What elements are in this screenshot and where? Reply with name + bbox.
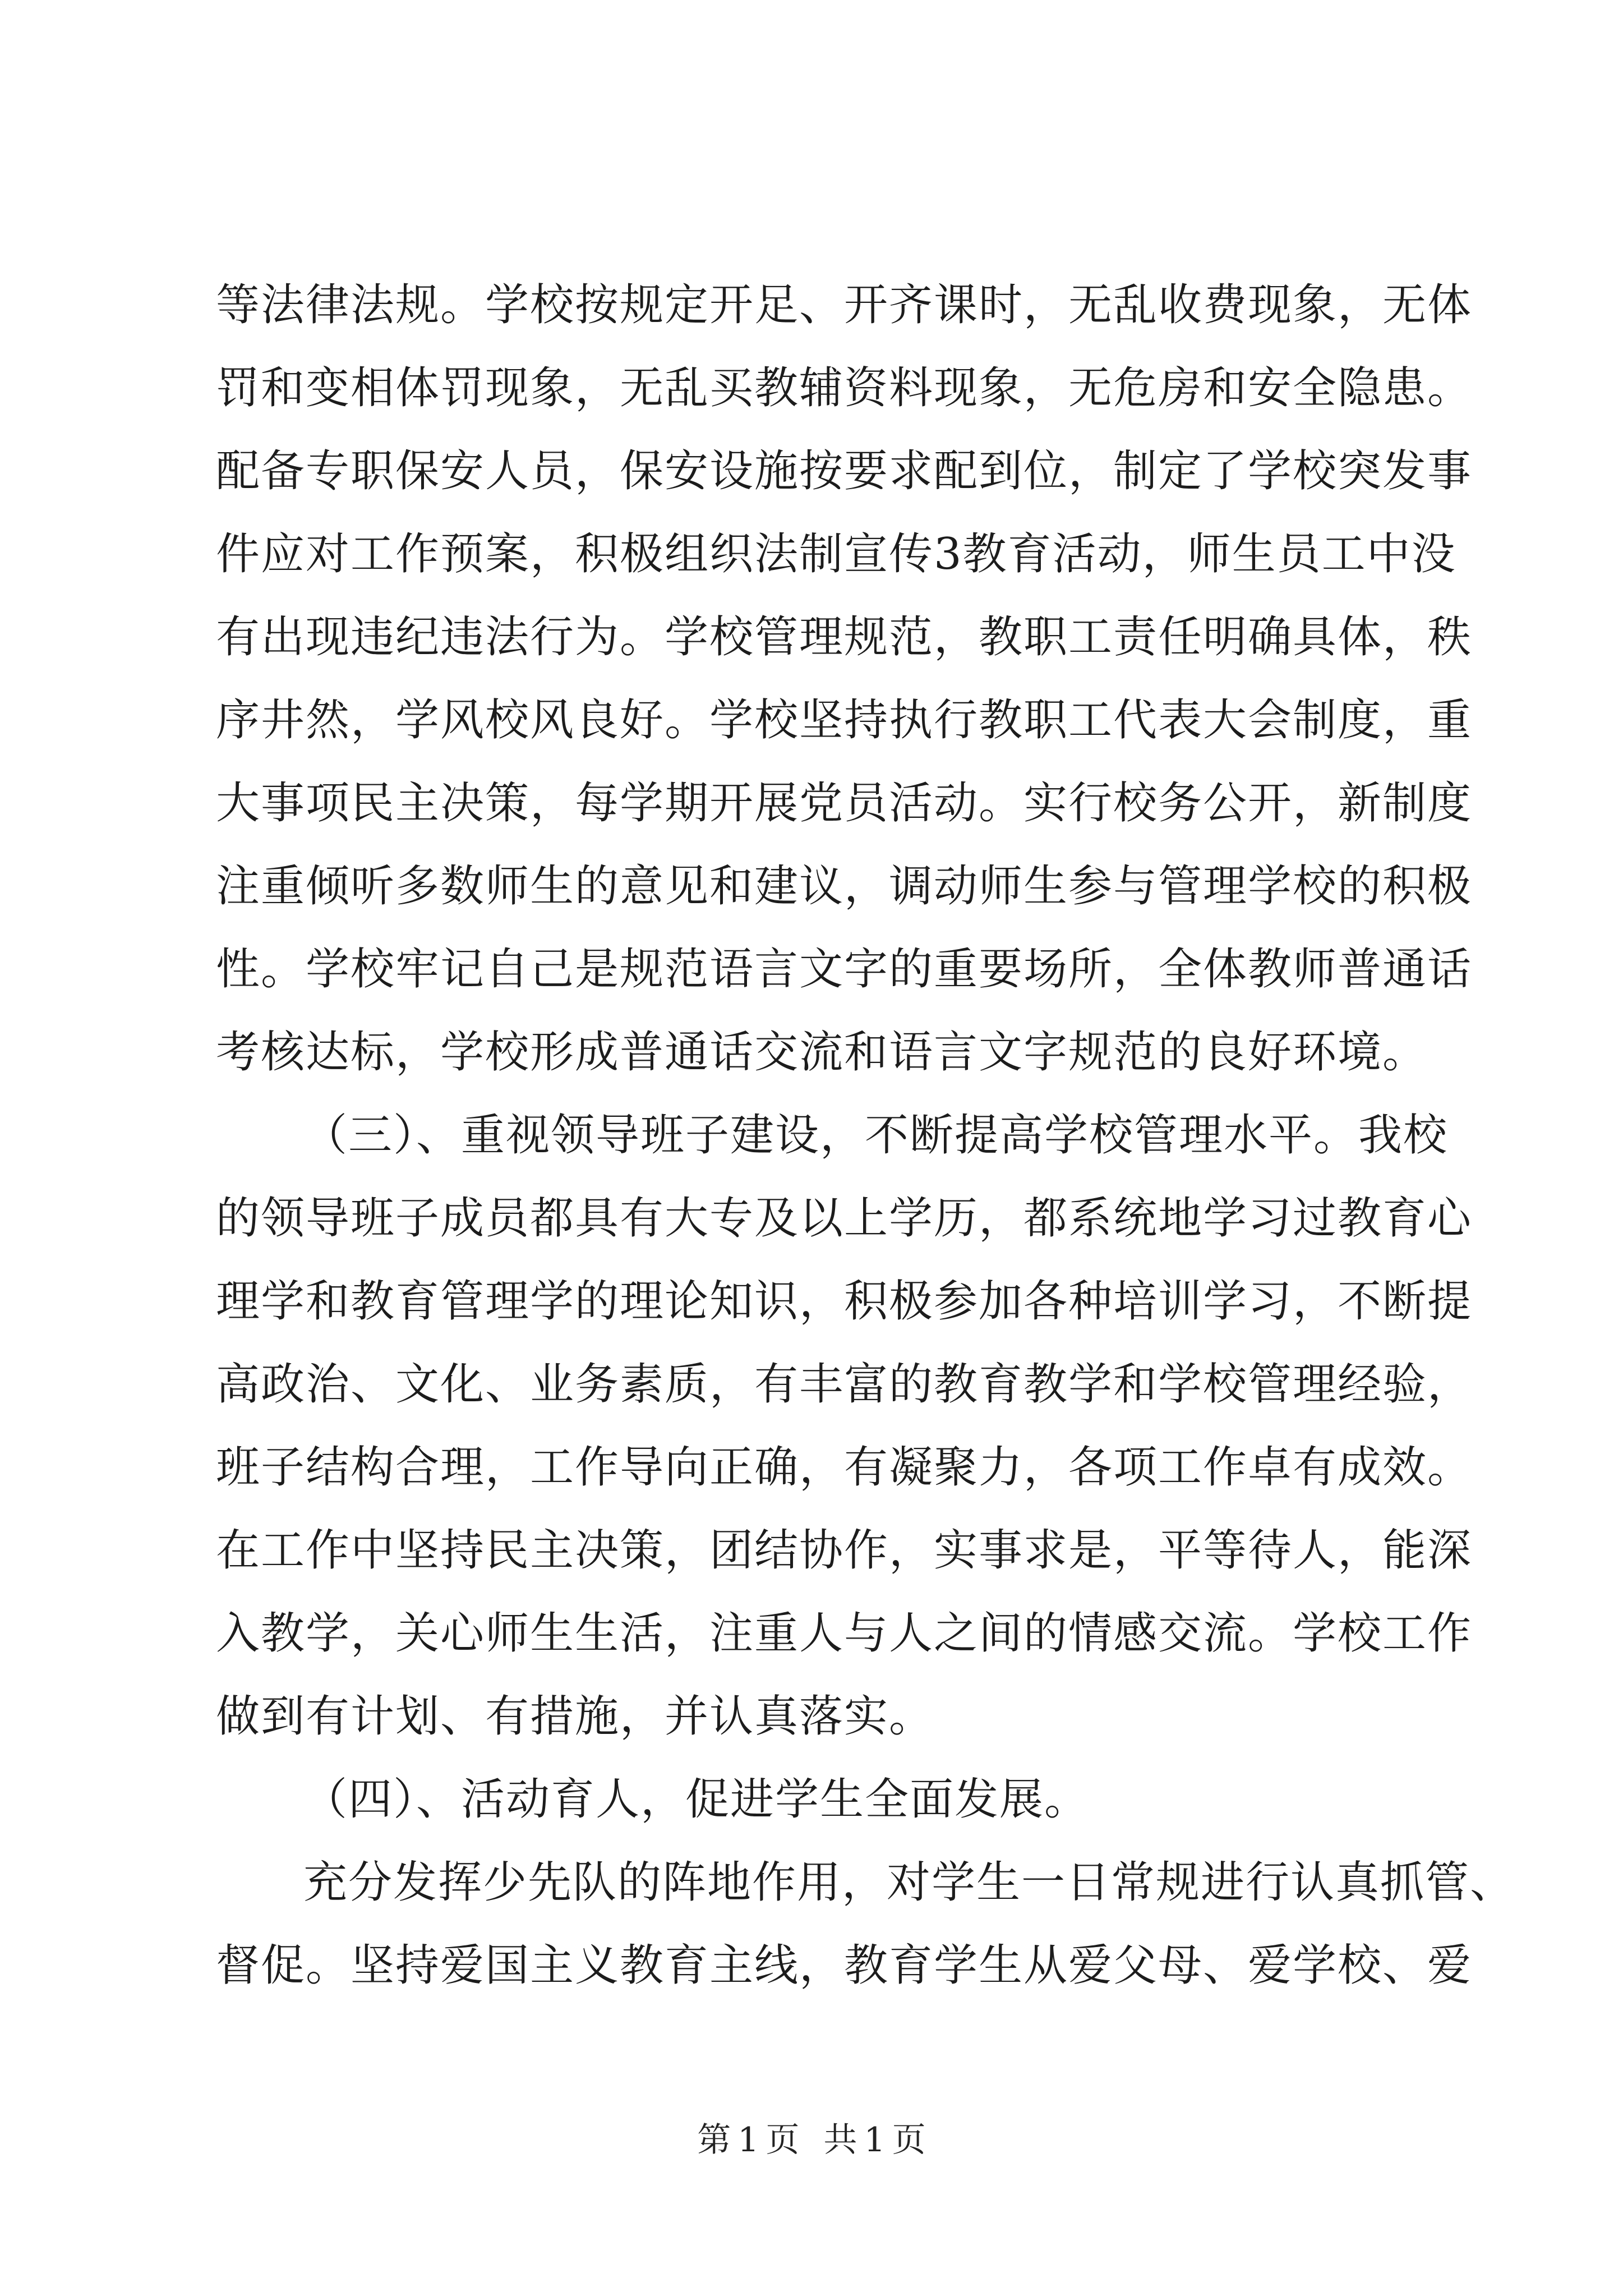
text-line: 等法律法规。学校按规定开足、开齐课时，无乱收费现象，无体 [216,280,1473,330]
text-line: 考核达标，学校形成普通话交流和语言文字规范的良好环境。 [216,1027,1428,1078]
text-line: 班子结构合理，工作导向正确，有凝聚力，各项工作卓有成效。 [216,1442,1473,1493]
text-line: 的领导班子成员都具有大专及以上学历，都系统地学习过教育心 [216,1193,1473,1244]
section-heading-line: （四）、活动育人，促进学生全面发展。 [303,1774,1090,1825]
section-heading-line: （三）、重视领导班子建设，不断提高学校管理水平。我校 [303,1110,1449,1161]
text-line: 有出现违纪违法行为。学校管理规范，教职工责任明确具体，秩 [216,612,1473,662]
document-body [216,264,1515,2007]
text-line: 理学和教育管理学的理论知识，积极参加各种培训学习，不断提 [216,1276,1473,1327]
page-footer [0,2118,1623,2162]
text-line: 大事项民主决策，每学期开展党员活动。实行校务公开，新制度 [216,778,1473,829]
text-line: 配备专职保安人员，保安设施按要求配到位，制定了学校突发事 [216,446,1473,496]
text-line: 罚和变相体罚现象，无乱买教辅资料现象，无危房和安全隐患。 [216,363,1473,413]
text-line: 高政治、文化、业务素质，有丰富的教育教学和学校管理经验， [216,1359,1473,1410]
text-line: 督促。坚持爱国主义教育主线，教育学生从爱父母、爱学校、爱 [216,1940,1473,1991]
text-line: 性。学校牢记自己是规范语言文字的重要场所，全体教师普通话 [216,944,1473,995]
text-line: 入教学，关心师生生活，注重人与人之间的情感交流。学校工作 [216,1608,1473,1659]
text-line: 做到有计划、有措施，并认真落实。 [216,1691,934,1742]
text-line: 件应对工作预案，积极组织法制宣传3教育活动，师生员工中没 [216,529,1456,579]
total-pages-label: 共 1 页 [823,2120,926,2160]
paragraph-first-line: 充分发挥少先队的阵地作用，对学生一日常规进行认真抓管、 [303,1857,1515,1908]
page-number-label: 第 1 页 [697,2120,800,2160]
text-line: 序井然，学风校风良好。学校坚持执行教职工代表大会制度，重 [216,695,1473,746]
text-line: 注重倾听多数师生的意见和建议，调动师生参与管理学校的积极 [216,861,1473,912]
text-line: 在工作中坚持民主决策，团结协作，实事求是，平等待人，能深 [216,1525,1473,1576]
